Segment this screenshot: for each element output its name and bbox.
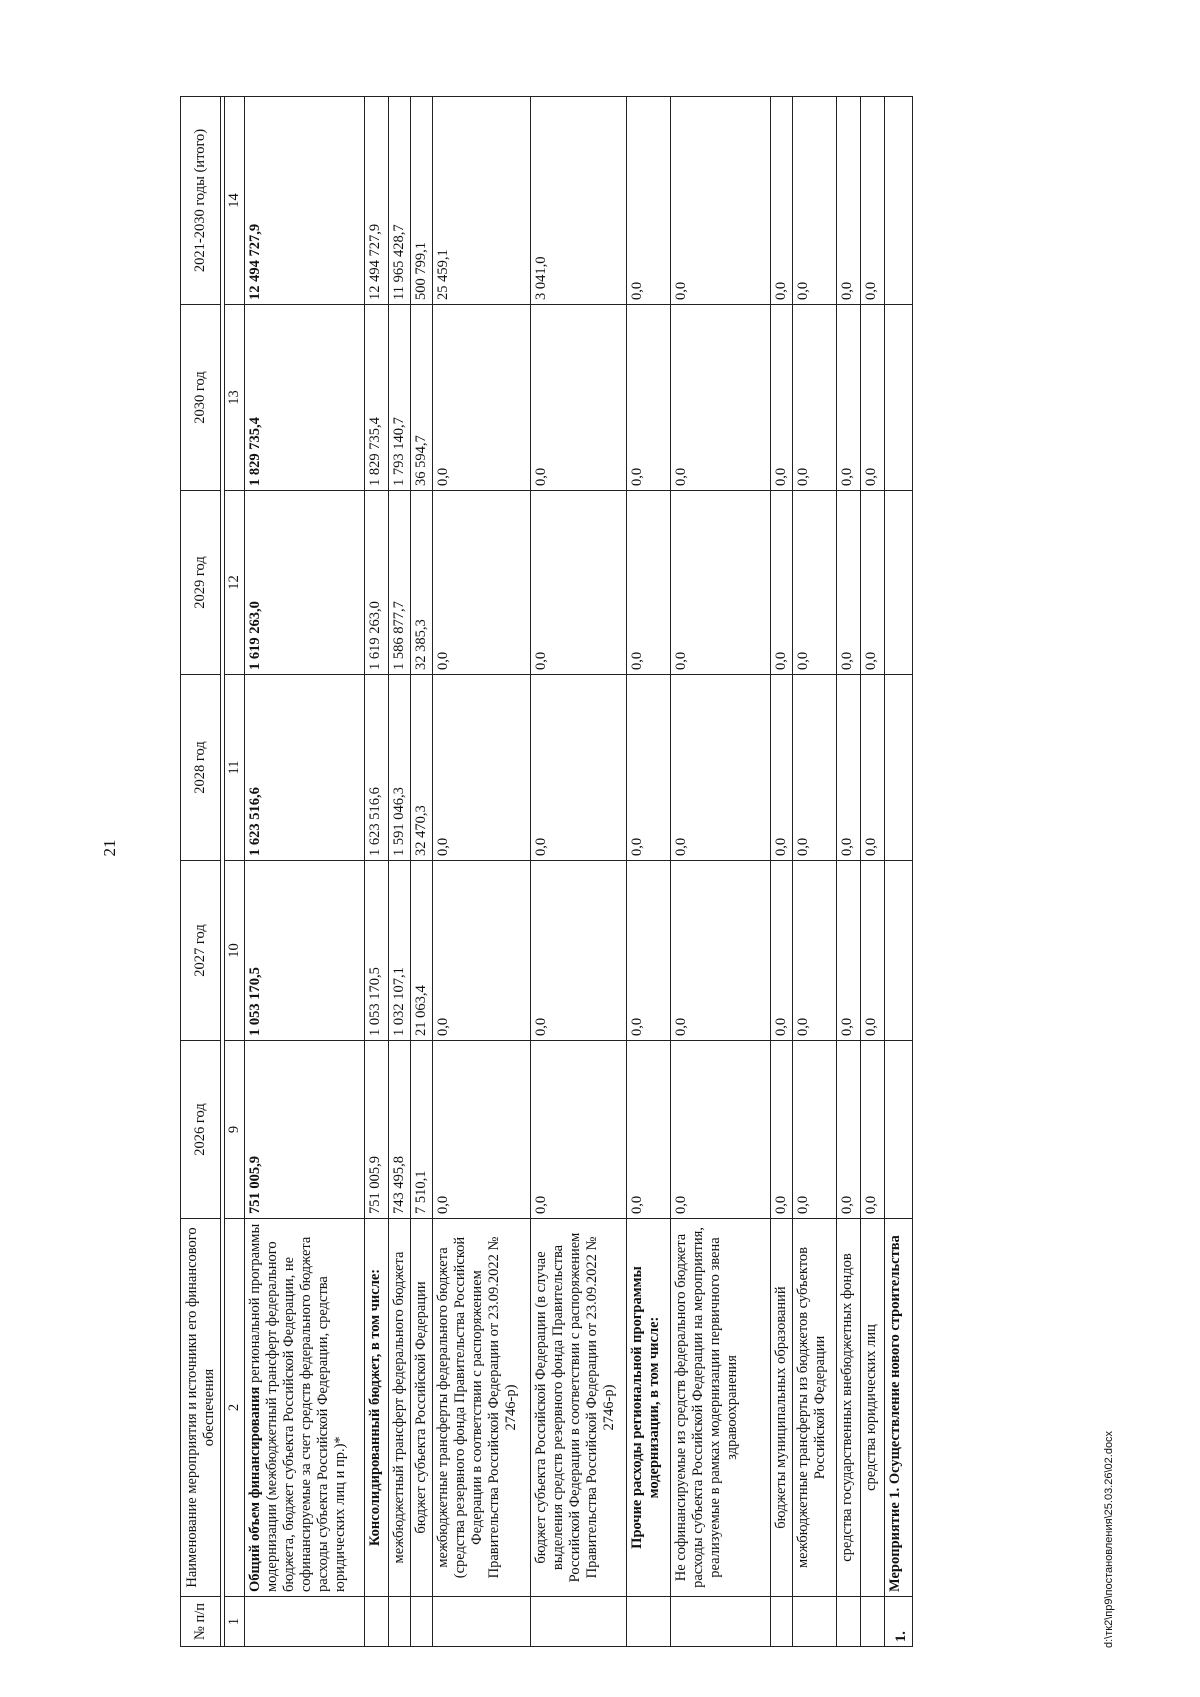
row-year-value: 0,0: [792, 305, 836, 491]
row-name-text: бюджет субъекта Российской Федерации: [412, 1281, 429, 1534]
row-year-value: 0,0: [432, 861, 530, 1041]
rotated-table-wrapper: [180, 97, 955, 1647]
row-name-text: бюджеты муниципальных образований: [772, 1286, 789, 1529]
row-year-value: 0,0: [792, 1041, 836, 1219]
row-name: [792, 1219, 836, 1597]
column-number: 13: [225, 305, 245, 491]
row-number: [626, 1597, 670, 1647]
row-total-value: 12 494 727,9: [364, 97, 388, 305]
row-total-value: 500 799,1: [410, 97, 432, 305]
row-name: [836, 1219, 860, 1597]
row-number: [244, 1597, 364, 1647]
row-year-value: 21 063,4: [410, 861, 432, 1041]
row-year-value: 0,0: [530, 305, 626, 491]
row-name: [884, 1219, 912, 1597]
row-year-value: [884, 861, 912, 1041]
row-name-text: бюджет субъекта Российской Федерации (в случае выделения средств резервного фонда Правительства Российской Федерации в соответствии с распоряжением Правительства Российской Федерации от 23.09.2022 № 2746-р): [532, 1232, 617, 1583]
row-year-value: 0,0: [670, 861, 770, 1041]
row-year-value: 751 005,9: [364, 1041, 388, 1219]
table-row: [836, 97, 860, 1647]
table-row: [792, 97, 836, 1647]
row-year-value: 0,0: [860, 491, 884, 675]
row-number: [388, 1597, 410, 1647]
row-name-bold: Общий объем финансирования: [246, 1386, 263, 1592]
row-year-value: 0,0: [432, 1041, 530, 1219]
table-row: [388, 97, 410, 1647]
row-year-value: 0,0: [530, 491, 626, 675]
row-year-value: 0,0: [670, 675, 770, 861]
financing-table: [180, 96, 913, 1647]
row-name: [244, 1219, 364, 1597]
row-year-value: 0,0: [860, 861, 884, 1041]
row-total-value: 0,0: [860, 97, 884, 305]
header-total: 2021-2030 годы (итого): [181, 97, 221, 305]
row-year-value: 0,0: [770, 1041, 792, 1219]
table-row: [860, 97, 884, 1647]
column-number: 2: [225, 1219, 245, 1597]
row-year-value: 32 470,3: [410, 675, 432, 861]
table-row: [432, 97, 530, 1647]
row-name: [860, 1219, 884, 1597]
row-year-value: 0,0: [836, 1041, 860, 1219]
row-number: [770, 1597, 792, 1647]
row-name: [530, 1219, 626, 1597]
header-year: 2028 год: [181, 675, 221, 861]
row-name-text: региональной программы модернизации (межбюджетный трансферт федерального бюджета, бюджет субъекта Российской Федерации, не софинансируемые за счет средств федерального бюджета расходы субъекта Российской Федерации, средства юридических лиц и пр.)*: [246, 1223, 348, 1592]
header-year: 2026 год: [181, 1041, 221, 1219]
row-total-value: 0,0: [836, 97, 860, 305]
row-year-value: [884, 491, 912, 675]
row-name-text: межбюджетный трансферт федерального бюджета: [390, 1251, 407, 1564]
row-number: [670, 1597, 770, 1647]
row-name: [670, 1219, 770, 1597]
row-total-value: [884, 97, 912, 305]
row-total-value: 0,0: [792, 97, 836, 305]
table-header-row: [181, 97, 221, 1647]
row-year-value: 7 510,1: [410, 1041, 432, 1219]
row-name-text: Не софинансируемые из средств федерального бюджета расходы субъекта Российской Федерации на мероприятия, реализуемые в рамках модернизации первичного звена здравоохранения: [672, 1227, 740, 1588]
row-year-value: 0,0: [670, 305, 770, 491]
row-year-value: 0,0: [626, 1041, 670, 1219]
table-row: [530, 97, 626, 1647]
row-year-value: 0,0: [432, 305, 530, 491]
row-year-value: 0,0: [836, 675, 860, 861]
row-year-value: 1 793 140,7: [388, 305, 410, 491]
row-number: [410, 1597, 432, 1647]
row-total-value: 25 459,1: [432, 97, 530, 305]
row-year-value: [884, 305, 912, 491]
row-year-value: 0,0: [670, 1041, 770, 1219]
row-number: [364, 1597, 388, 1647]
row-year-value: 1 829 735,4: [364, 305, 388, 491]
table-body: [244, 97, 912, 1647]
row-year-value: 0,0: [670, 491, 770, 675]
row-total-value: 11 965 428,7: [388, 97, 410, 305]
row-year-value: 1 053 170,5: [364, 861, 388, 1041]
header-no: № п/п: [181, 1597, 221, 1647]
row-total-value: 0,0: [770, 97, 792, 305]
table-row: [364, 97, 388, 1647]
row-name: [364, 1219, 388, 1597]
row-name: [626, 1219, 670, 1597]
row-name-text: межбюджетные трансферты из бюджетов субъектов Российской Федерации: [794, 1246, 828, 1569]
row-total-value: 12 494 727,9: [244, 97, 364, 305]
row-number: [836, 1597, 860, 1647]
table-row: [626, 97, 670, 1647]
row-year-value: 0,0: [792, 861, 836, 1041]
row-year-value: 1 032 107,1: [388, 861, 410, 1041]
row-year-value: 0,0: [626, 491, 670, 675]
row-number: 1.: [884, 1597, 912, 1647]
row-total-value: 0,0: [670, 97, 770, 305]
header-name: Наименование мероприятия и источники его финансового обеспечения: [181, 1219, 221, 1597]
row-number: [432, 1597, 530, 1647]
row-year-value: 0,0: [770, 861, 792, 1041]
row-year-value: 0,0: [432, 491, 530, 675]
row-year-value: 0,0: [626, 305, 670, 491]
table-row: [410, 97, 432, 1647]
row-year-value: 1 586 877,7: [388, 491, 410, 675]
row-name-text: средства юридических лиц: [862, 1324, 879, 1491]
row-year-value: 0,0: [860, 675, 884, 861]
row-year-value: 32 385,3: [410, 491, 432, 675]
column-number: 10: [225, 861, 245, 1041]
row-year-value: 0,0: [530, 1041, 626, 1219]
row-year-value: 0,0: [792, 491, 836, 675]
row-year-value: 1 623 516,6: [364, 675, 388, 861]
column-number-row: [225, 97, 245, 1647]
row-name: [410, 1219, 432, 1597]
row-year-value: 0,0: [770, 305, 792, 491]
footer-file-path: d:\тк2\пр9\постановления\25.03.26\02.docx: [1103, 1430, 1115, 1648]
row-name-bold: Мероприятие 1. Осуществление нового строительства: [886, 1235, 903, 1592]
table-row: [770, 97, 792, 1647]
row-total-value: 3 041,0: [530, 97, 626, 305]
header-year: 2027 год: [181, 861, 221, 1041]
column-number: 11: [225, 675, 245, 861]
row-name: [432, 1219, 530, 1597]
row-year-value: 1 591 046,3: [388, 675, 410, 861]
column-number: 14: [225, 97, 245, 305]
row-year-value: 1 623 516,6: [244, 675, 364, 861]
row-number: [860, 1597, 884, 1647]
row-year-value: 0,0: [626, 861, 670, 1041]
row-year-value: 0,0: [770, 491, 792, 675]
row-year-value: 0,0: [432, 675, 530, 861]
row-year-value: 36 594,7: [410, 305, 432, 491]
row-year-value: 0,0: [626, 675, 670, 861]
header-year: 2029 год: [181, 491, 221, 675]
row-year-value: 0,0: [530, 675, 626, 861]
column-number: 9: [225, 1041, 245, 1219]
header-year: 2030 год: [181, 305, 221, 491]
row-year-value: 0,0: [836, 861, 860, 1041]
row-year-value: 1 829 735,4: [244, 305, 364, 491]
row-name-text: межбюджетные трансферты федерального бюджета (средства резервного фонда Правительства Российской Федерации в соответствии с распоряжением Правительства Российской Федерации от 23.09.2022 № 2746-р): [434, 1236, 519, 1579]
row-name: [388, 1219, 410, 1597]
table-row: [244, 97, 364, 1647]
row-year-value: 0,0: [836, 305, 860, 491]
row-name-bold: Консолидированный бюджет, в том числе:: [366, 1268, 383, 1547]
row-year-value: 0,0: [836, 491, 860, 675]
row-year-value: 0,0: [860, 1041, 884, 1219]
row-total-value: 0,0: [626, 97, 670, 305]
row-name-text: средства государственных внебюджетных фондов: [838, 1253, 855, 1562]
table-row: [670, 97, 770, 1647]
row-number: [792, 1597, 836, 1647]
row-year-value: 0,0: [792, 675, 836, 861]
row-number: [530, 1597, 626, 1647]
page-number: 21: [100, 839, 119, 857]
row-year-value: 0,0: [530, 861, 626, 1041]
row-year-value: 751 005,9: [244, 1041, 364, 1219]
row-name-bold: Прочие расходы региональной программы модернизации, в том числе:: [628, 1266, 662, 1549]
row-year-value: 1 053 170,5: [244, 861, 364, 1041]
row-year-value: [884, 1041, 912, 1219]
row-year-value: 0,0: [770, 675, 792, 861]
row-name: [770, 1219, 792, 1597]
row-year-value: [884, 675, 912, 861]
table-row: [884, 97, 912, 1647]
row-year-value: 1 619 263,0: [364, 491, 388, 675]
row-year-value: 1 619 263,0: [244, 491, 364, 675]
row-year-value: 0,0: [860, 305, 884, 491]
row-year-value: 743 495,8: [388, 1041, 410, 1219]
column-number: 12: [225, 491, 245, 675]
column-number: 1: [225, 1597, 245, 1647]
